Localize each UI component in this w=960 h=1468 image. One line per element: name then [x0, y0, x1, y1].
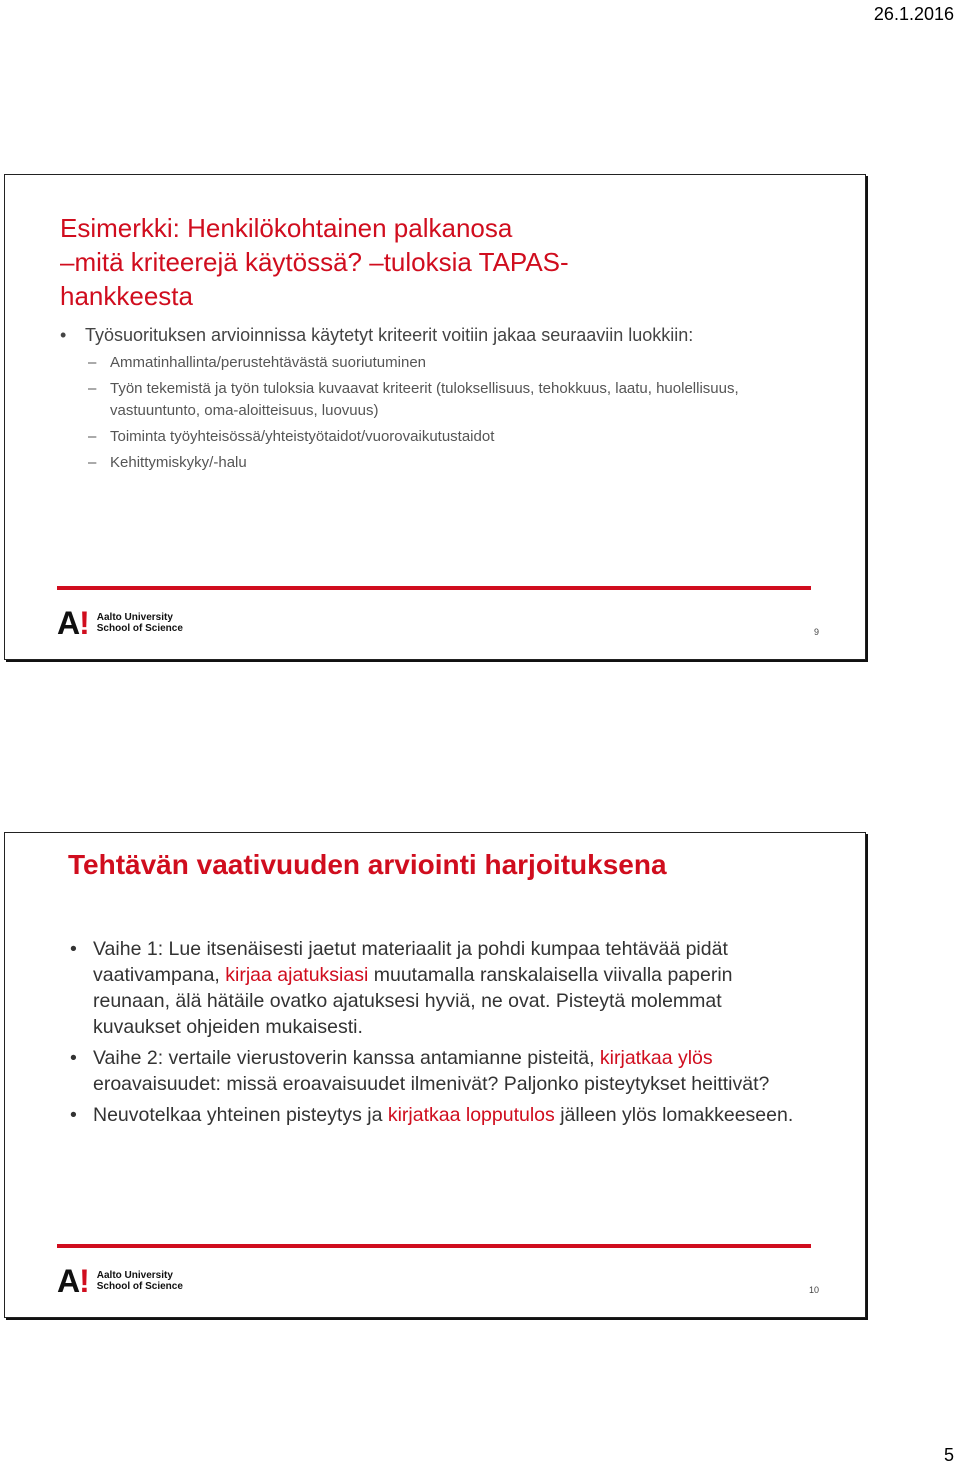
- sub-bullet: – Toiminta työyhteisössä/yhteistyötaidot/vuorovaikutustaidot: [60, 426, 820, 448]
- title-line: hankkeesta: [60, 281, 193, 311]
- logo-line-2: School of Science: [96, 1281, 183, 1292]
- aalto-logo: [57, 1265, 183, 1297]
- logo-line-1: Aalto University: [96, 612, 173, 623]
- logo-text: [97, 1270, 183, 1292]
- slide-body: [60, 323, 820, 474]
- logo-mark: A!: [57, 605, 89, 641]
- sub-bullet: – Kehittymiskyky/-halu: [60, 452, 820, 474]
- title-line: –mitä kriteerejä käytössä? –tuloksia TAPAS-: [60, 247, 569, 277]
- logo-mark: A!: [57, 1263, 89, 1299]
- aalto-logo: [57, 607, 183, 639]
- logo-text: [97, 612, 183, 634]
- slide-number: 9: [813, 627, 819, 637]
- title-line: Esimerkki: Henkilökohtainen palkanosa: [60, 213, 513, 243]
- sub-bullet: – Ammatinhallinta/perustehtävästä suoriutuminen: [60, 352, 820, 374]
- slide-10: [4, 832, 866, 1318]
- page-date: 26.1.2016: [873, 4, 954, 24]
- slide-title: Tehtävän vaativuuden arviointi harjoituksena: [68, 849, 667, 880]
- bullet-item: • Neuvotelkaa yhteinen pisteytys ja kirjatkaa lopputulos jälleen ylös lomakkeeseen.: [70, 1102, 810, 1128]
- footer-divider: [57, 586, 811, 590]
- slide-body: [70, 936, 810, 1133]
- bullet-item: • Vaihe 1: Lue itsenäisesti jaetut materiaalit ja pohdi kumpaa tehtävää pidät vaativampana, kirjaa ajatuksiasi muutamalla ranskalaisella viivalla paperin reunaan, älä hätäile ovatko ajatuksesi hyviä, ne ovat. Pisteytä molemmat kuvaukset ohjeiden mukaisesti.: [70, 936, 810, 1040]
- logo-line-1: Aalto University: [96, 1270, 173, 1281]
- slide-title: [60, 211, 760, 313]
- bullet-intro: • Työsuorituksen arvioinnissa käytetyt kriteerit voitiin jakaa seuraaviin luokkiin:: [60, 323, 820, 348]
- page-number: 5: [943, 1445, 954, 1465]
- slide-9: [4, 174, 866, 660]
- bullet-item: • Vaihe 2: vertaile vierustoverin kanssa antamianne pisteitä, kirjatkaa ylös eroavaisuudet: missä eroavaisuudet ilmenivät? Paljonko pisteytykset heittivät?: [70, 1045, 810, 1097]
- logo-line-2: School of Science: [96, 623, 183, 634]
- sub-bullet: – Työn tekemistä ja työn tuloksia kuvaavat kriteerit (tuloksellisuus, tehokkuus, laatu, huolellisuus, vastuuntunto, oma-aloitteisuus, luovuus): [60, 378, 820, 422]
- footer-divider: [57, 1244, 811, 1248]
- slide-number: 10: [808, 1285, 819, 1295]
